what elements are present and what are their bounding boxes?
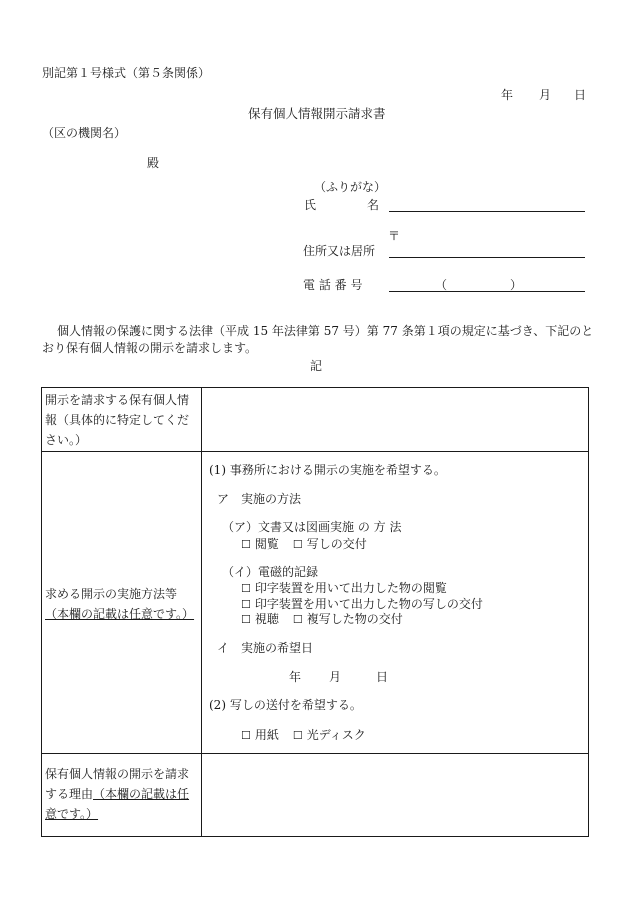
- desired-day-label: 日: [376, 670, 389, 684]
- desired-year-label: 年: [289, 670, 302, 684]
- option-optical-disc: 光ディスク: [306, 728, 366, 742]
- row3-label-text: 保有個人情報の開示を請求する理由: [45, 767, 190, 801]
- method-a1-heading: （ア）文書又は図画実施 の 方 法: [222, 520, 402, 534]
- desired-month-label: 月: [329, 670, 342, 684]
- checkbox-copy[interactable]: ☐: [292, 538, 303, 551]
- method-a2-option-2: [241, 598, 483, 610]
- method-item-1: (1) 事務所における開示の実施を希望する。: [209, 463, 446, 477]
- method-a-heading: ア 実施の方法: [217, 492, 302, 506]
- checkbox-print-copy[interactable]: ☐: [241, 598, 251, 611]
- option-watch-listen: 視聴: [254, 612, 279, 626]
- method-b-heading: イ 実施の希望日: [217, 641, 314, 655]
- name-label-2: 名: [367, 198, 380, 212]
- phone-label: 電 話 番 号: [303, 278, 363, 292]
- method-a2-options-3-4: [241, 613, 403, 625]
- ki-label: 記: [310, 359, 323, 373]
- row3-label: [45, 764, 197, 824]
- phone-paren-open: （: [435, 278, 448, 292]
- name-field[interactable]: [389, 211, 585, 212]
- method-item-2: (2) 写しの送付を希望する。: [209, 698, 362, 712]
- method-a2-option-1: [241, 582, 447, 594]
- row3-label-optional-note: （本欄の記載は任意です。）: [45, 787, 190, 821]
- row2-label: [45, 584, 197, 624]
- phone-paren-close: ）: [510, 278, 523, 292]
- intro-line-1: 個人情報の保護に関する法律（平成 15 年法律第 57 号）第 77 条第１項の規定に基づき、下記のと: [57, 324, 594, 338]
- checkbox-duplicate[interactable]: ☐: [292, 613, 303, 626]
- name-label-1: 氏: [304, 198, 317, 212]
- honorific: 殿: [147, 156, 160, 170]
- row2-label-text: 求める開示の実施方法等: [45, 587, 178, 601]
- checkbox-paper[interactable]: ☐: [241, 729, 251, 742]
- option-print-copy: 印字装置を用いて出力した物の写しの交付: [254, 597, 483, 611]
- furigana-label: （ふりがな）: [314, 180, 387, 194]
- row2-label-optional-note: （本欄の記載は任意です。）: [45, 607, 195, 621]
- date-day-label: 日: [574, 88, 587, 102]
- option-copy: 写しの交付: [306, 537, 367, 551]
- form-id: 別記第１号様式（第５条関係）: [42, 66, 211, 80]
- address-label: 住所又は居所: [303, 244, 376, 258]
- row1-label: 開示を請求する保有個人情報（具体的に特定してください。）: [45, 393, 190, 447]
- checkbox-etsuran[interactable]: ☐: [241, 538, 251, 551]
- document-title: 保有個人情報開示請求書: [248, 106, 386, 121]
- postal-mark: 〒: [388, 229, 401, 243]
- option-paper: 用紙: [254, 728, 279, 742]
- method-a1-options: [241, 538, 367, 550]
- row1-input-area[interactable]: [202, 388, 588, 451]
- method-a2-heading: （イ）電磁的記録: [222, 565, 319, 579]
- date-month-label: 月: [539, 88, 552, 102]
- checkbox-optical-disc[interactable]: ☐: [292, 729, 303, 742]
- checkbox-watch-listen[interactable]: ☐: [241, 613, 251, 626]
- option-duplicate: 複写した物の交付: [306, 612, 403, 626]
- agency-name-label: （区の機関名）: [42, 126, 127, 140]
- address-field[interactable]: [389, 257, 585, 258]
- row3-input-area[interactable]: [202, 754, 588, 836]
- method-item-2-options: [241, 729, 366, 741]
- option-print-view: 印字装置を用いて出力した物の閲覧: [254, 581, 447, 595]
- checkbox-print-view[interactable]: ☐: [241, 582, 251, 595]
- option-etsuran: 閲覧: [254, 537, 279, 551]
- table-row-divider-1: [42, 451, 588, 452]
- date-year-label: 年: [501, 88, 514, 102]
- phone-field[interactable]: [389, 291, 585, 292]
- intro-line-2: おり保有個人情報の開示を請求します。: [42, 341, 258, 355]
